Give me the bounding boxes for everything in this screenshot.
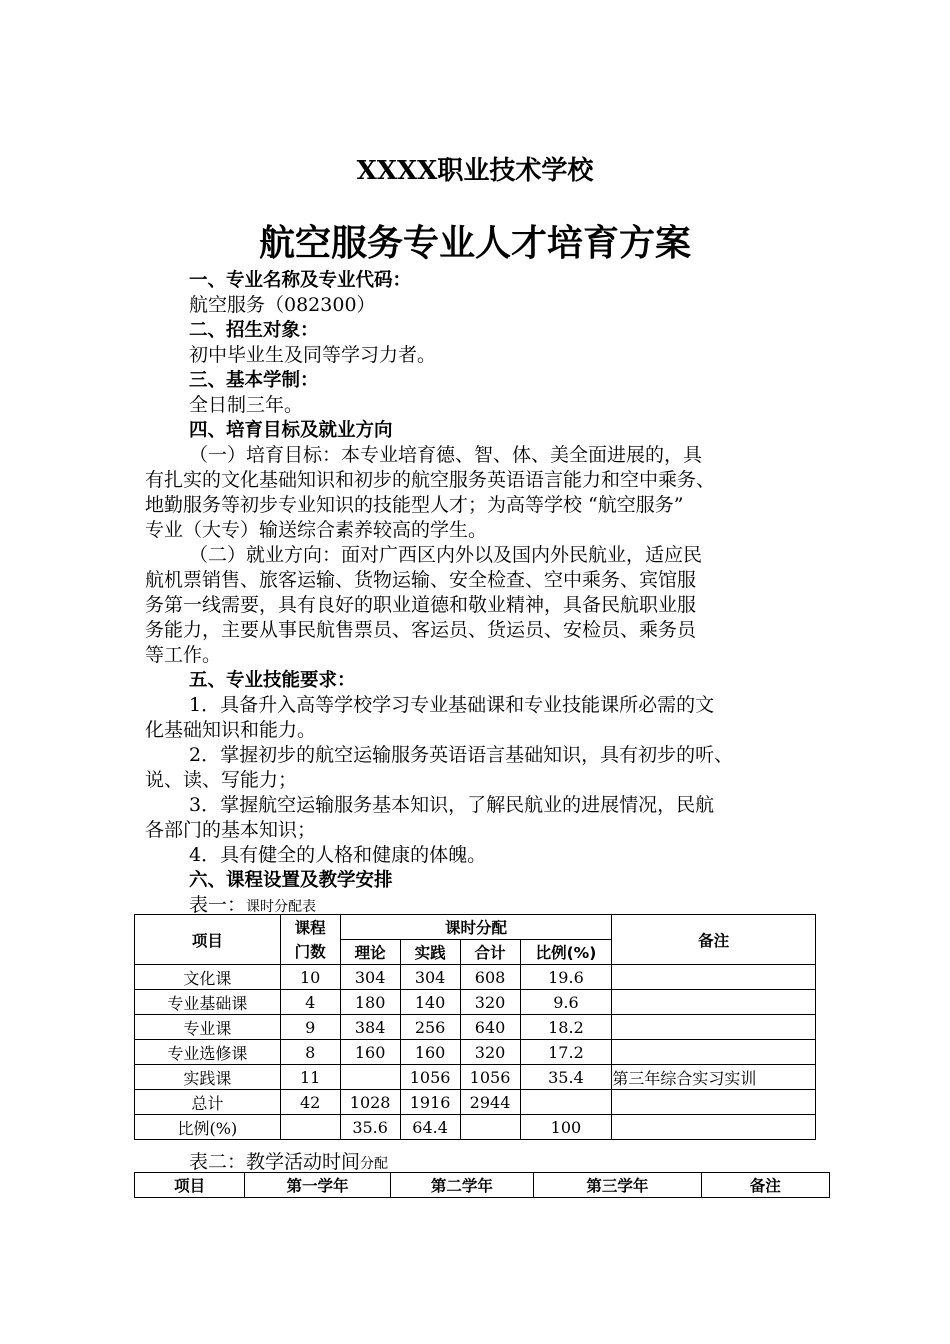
table-cell [612,1015,816,1040]
caption-prefix: 表一： [189,894,247,916]
table-cell: 100 [520,1115,612,1140]
table-cell: 140 [400,990,460,1015]
table-row [135,1090,816,1115]
paragraph-line: 务第一线需要，具有良好的职业道德和敬业精神，具备民航职业服 [145,594,697,616]
skill-item-1 [145,693,835,743]
section-6-heading: 六、课程设置及教学安排 [189,870,393,891]
teaching-schedule-table [134,1172,830,1198]
table-cell: 640 [460,1015,520,1040]
table-cell: 160 [340,1040,400,1065]
table-cell: 比例(%) [135,1115,281,1140]
table-cell [460,1115,520,1140]
table-cell: 608 [460,965,520,990]
paragraph-line: 1．具备升入高等学校学习专业基础课和专业技能课所必需的文 [189,694,715,716]
header-note: 备注 [612,915,816,965]
paragraph-line: （二）就业方向：面对广西区内外以及国内外民航业，适应民 [189,544,703,566]
section-1-text: 航空服务（082300） [189,294,376,316]
header-total: 合计 [460,940,520,965]
table-cell: 256 [400,1015,460,1040]
table-cell: 42 [280,1090,340,1115]
table-cell: 160 [400,1040,460,1065]
table-cell: 384 [340,1015,400,1040]
caption-prefix: 表二： [189,1151,247,1173]
table-row [135,1115,816,1140]
section-2-heading: 二、招生对象： [189,320,319,341]
header-practice: 实践 [400,940,460,965]
table-cell [612,1090,816,1115]
paragraph-line: 航机票销售、旅客运输、货物运输、安全检查、空中乘务、宾馆服 [145,569,697,591]
header-course-count [280,915,340,965]
table-cell: 专业基础课 [135,990,281,1015]
table-2-header-cell: 第三学年 [534,1173,701,1198]
table-cell: 专业选修课 [135,1040,281,1065]
header-hours: 课时分配 [340,915,612,940]
section-1-heading: 一、专业名称及专业代码： [189,270,412,291]
table-cell: 1916 [400,1090,460,1115]
table-cell [280,1115,340,1140]
paragraph-line: 有扎实的文化基础知识和初步的航空服务英语语言能力和空中乘务、 [145,469,716,491]
table-cell: 实践课 [135,1065,281,1090]
table-cell: 专业课 [135,1015,281,1040]
paragraph-line: 2．掌握初步的航空运输服务英语语言基础知识，具有初步的听、 [189,744,734,766]
table-1-body [135,965,816,1140]
section-2-text: 初中毕业生及同等学习力者。 [189,344,437,366]
header-course-count-label: 课程门数 [294,918,326,961]
paragraph-line: 4．具有健全的人格和健康的体魄。 [189,844,487,866]
table-cell: 304 [340,965,400,990]
table-cell [340,1065,400,1090]
section-4-paragraph-1 [145,443,835,543]
skill-item-2 [145,743,835,793]
table-row [135,965,816,990]
caption-text: 课时分配表 [246,899,317,915]
table-cell: 304 [400,965,460,990]
table-cell: 8 [280,1040,340,1065]
section-4-heading: 四、培育目标及就业方向 [189,420,393,441]
table-cell: 180 [340,990,400,1015]
table-cell: 18.2 [520,1015,612,1040]
paragraph-line: 各部门的基本知识； [145,819,317,841]
paragraph-line: 专业（大专）输送综合素养较高的学生。 [145,519,488,541]
caption-text: 教学活动时间 [246,1151,361,1173]
table-2-header-row [135,1173,830,1198]
table-2-caption [189,1147,388,1174]
paragraph-line: 化基础知识和能力。 [145,719,317,741]
table-cell: 9.6 [520,990,612,1015]
table-cell: 320 [460,990,520,1015]
paragraph-line: 3．掌握航空运输服务基本知识，了解民航业的进展情况，民航 [189,794,715,816]
table-2-header-cell: 第一学年 [245,1173,390,1198]
table-cell: 320 [460,1040,520,1065]
caption-text-small: 分配 [360,1156,389,1172]
table-cell: 64.4 [400,1115,460,1140]
header-ratio: 比例(%) [520,940,612,965]
table-2-header-cell: 项目 [135,1173,245,1198]
table-cell [612,1115,816,1140]
table-cell: 4 [280,990,340,1015]
table-cell [612,990,816,1015]
table-cell: 35.6 [340,1115,400,1140]
paragraph-line: （一）培育目标：本专业培育德、智、体、美全面进展的，具 [189,444,703,466]
table-cell: 2944 [460,1090,520,1115]
table-cell: 19.6 [520,965,612,990]
table-row [135,1015,816,1040]
skill-item-4 [145,843,835,868]
table-2-header-cell: 备注 [701,1173,829,1198]
table-cell: 10 [280,965,340,990]
header-theory: 理论 [340,940,400,965]
header-item: 项目 [135,915,281,965]
table-cell: 总计 [135,1090,281,1115]
table-cell: 文化课 [135,965,281,990]
school-name: XXXX职业技术学校 [356,156,594,186]
paragraph-line: 务能力，主要从事民航售票员、客运员、货运员、安检员、乘务员 [145,619,697,641]
table-cell: 1028 [340,1090,400,1115]
paragraph-line: 等工作。 [145,644,222,666]
section-3-text: 全日制三年。 [189,394,304,416]
section-5-heading: 五、专业技能要求： [189,670,356,691]
table-2-header-cell: 第二学年 [390,1173,533,1198]
document-body [145,268,835,920]
table-cell: 35.4 [520,1065,612,1090]
table-cell: 1056 [400,1065,460,1090]
table-cell [612,1040,816,1065]
section-4-paragraph-2 [145,543,835,668]
skill-item-3 [145,793,835,843]
table-cell: 1056 [460,1065,520,1090]
table-cell: 第三年综合实习实训 [612,1065,816,1090]
table-row [135,1065,816,1090]
section-3-heading: 三、基本学制： [189,370,319,391]
table-cell: 11 [280,1065,340,1090]
paragraph-line: 说、读、写能力； [145,769,298,791]
table-cell [612,965,816,990]
table-cell: 17.2 [520,1040,612,1065]
table-cell: 9 [280,1015,340,1040]
hours-allocation-table [134,914,816,1140]
document-title: 航空服务专业人才培育方案 [258,223,691,264]
table-row [135,1040,816,1065]
paragraph-line: 地勤服务等初步专业知识的技能型人才；为高等学校 “航空服务” [145,494,684,516]
table-row [135,990,816,1015]
table-cell [520,1090,612,1115]
